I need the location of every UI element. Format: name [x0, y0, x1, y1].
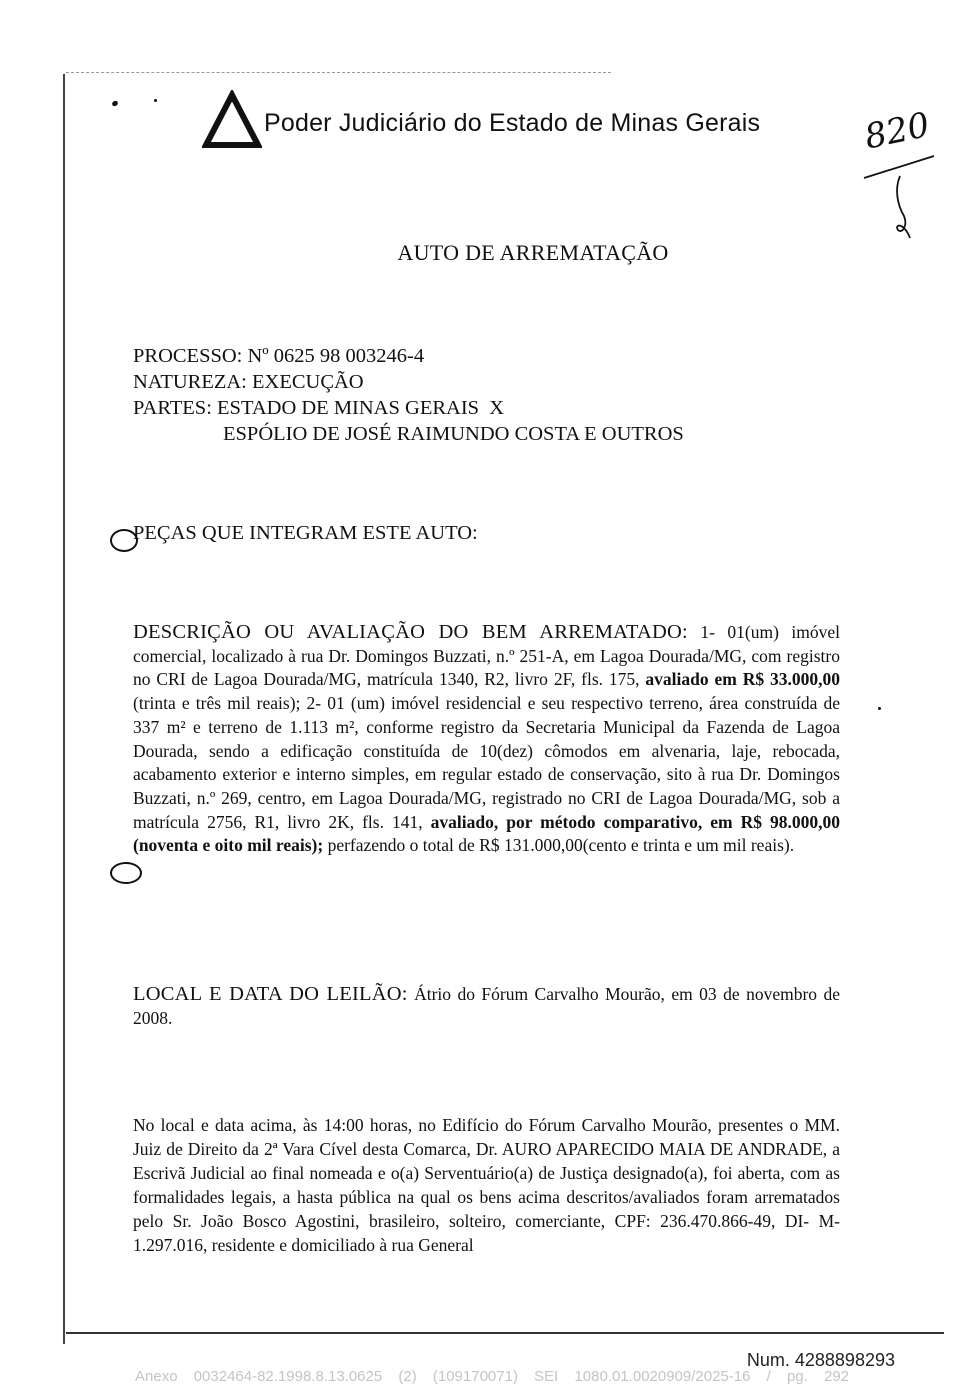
scan-speck	[878, 707, 881, 710]
document-title: AUTO DE ARREMATAÇÃO	[397, 240, 669, 265]
descricao-total: perfazendo o total de R$ 131.000,00(cento e trinta e um mil reais).	[323, 835, 795, 856]
local-label: LOCAL E DATA DO LEILÃO:	[133, 983, 408, 1005]
partes-line-2: ESPÓLIO DE JOSÉ RAIMUNDO COSTA E OUTROS	[223, 423, 684, 445]
valuation-2: avaliado, por método comparativo, em R$ 98.000,00 (noventa e oito mil reais);	[133, 811, 840, 856]
narrative-paragraph	[133, 1113, 840, 1257]
page-bottom-rule	[66, 1332, 944, 1334]
case-metadata	[133, 343, 684, 447]
local-data-paragraph	[133, 983, 840, 1030]
valuation-1: avaliado em R$ 33.000,00	[645, 669, 840, 690]
descricao-text: 1- 01(um) imóvel comercial, localizado à rua Dr. Domingos Buzzati, n.º 251-A, em Lagoa Dourada/MG, com registro no CRI de Lagoa Dourada/MG, matrícula 1340, R2, livro 2F, fls. 175,	[133, 622, 841, 690]
partes-line: PARTES: ESTADO DE MINAS GERAIS X	[133, 397, 505, 419]
local-text: Átrio do Fórum Carvalho Mourão, em 03 de novembro de 2008.	[133, 984, 840, 1028]
scan-speck	[111, 100, 119, 107]
natureza-line: NATUREZA: EXECUÇÃO	[133, 371, 364, 393]
scan-edge-top	[66, 72, 611, 73]
narrative-text: No local e data acima, às 14:00 horas, no Edifício do Fórum Carvalho Mourão, presentes o MM. Juiz de Direito da 2ª Vara Cível desta Comarca, Dr. AURO APARECIDO MAIA DE ANDRADE, a Escrivã Judicial ao final nomeada e o(a) Serventuário(a) de Justiça designado(a), foi aberta, com as formalidades legais, a hasta pública na qual os bens acima descritos/avaliados foram arrematados pelo Sr. João Bosco Agostini, brasileiro, solteiro, comerciante, CPF: 236.470.866-49, DI- M-1.297.016, residente e domiciliado à rua General	[133, 1115, 840, 1255]
handwritten-page-stamp	[858, 98, 940, 248]
descricao-paragraph	[133, 621, 840, 858]
triangle-logo-icon	[202, 90, 262, 150]
scan-blot	[110, 862, 142, 884]
descricao-text-2: (trinta e três mil reais); 2- 01 (um) imóvel residencial e seu respectivo terreno, área construída de 337 m² e terreno de 1.113 m², conforme registro da Secretaria Municipal da Fazenda de Lagoa Dourada, sendo a edificação constituída de 10(dez) cômodos em alvenaria, laje, rebocada, acabamento exterior e interno simples, em regular estado de conservação, sito à rua Dr. Domingos Buzzati, n.º 269, centro, em Lagoa Dourada/MG, registrado no CRI de Lagoa Dourada/MG, sob a matrícula 2756, R1, livro 2K, fls. 141,	[133, 693, 840, 832]
processo-line: PROCESSO: Nº 0625 98 003246-4	[133, 345, 425, 367]
pecas-heading: PEÇAS QUE INTEGRAM ESTE AUTO:	[133, 522, 478, 544]
scan-speck	[154, 99, 157, 102]
institution-name: Poder Judiciário do Estado de Minas Gerais	[264, 109, 761, 137]
svg-text:820: 820	[861, 104, 934, 158]
page-header	[202, 90, 760, 150]
document-reference: Anexo 0032464-82.1998.8.13.0625 (2) (109170071) SEI 1080.01.0020909/2025-16 / pg. 292	[135, 1368, 850, 1385]
document-number: Num. 4288898293	[746, 1350, 895, 1370]
descricao-label: DESCRIÇÃO OU AVALIAÇÃO DO BEM ARREMATADO:	[133, 621, 688, 643]
